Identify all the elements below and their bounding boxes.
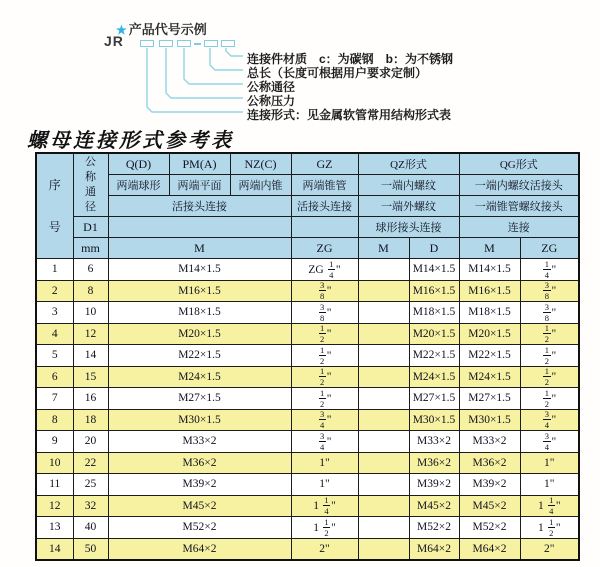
cell-dn: 22	[73, 452, 108, 474]
cell-qg-zg: 2"	[520, 538, 579, 560]
cell-gz-zg: $\frac{3}{8}$ "	[291, 280, 358, 302]
header-qz-desc1: 一端内螺纹	[358, 175, 459, 196]
cell-qz-d: M24×1.5	[409, 366, 459, 388]
cell-seq: 4	[36, 323, 73, 345]
cell-seq: 12	[36, 495, 73, 517]
header-qg: QG形式	[459, 153, 579, 175]
header-nz-desc: 两端内锥	[230, 175, 291, 196]
header-seq: 序号	[36, 153, 73, 259]
table-header	[36, 153, 579, 259]
cell-qz-m	[358, 388, 409, 410]
cell-qg-m: M36×2	[459, 452, 520, 474]
cell-qz-d: M20×1.5	[409, 323, 459, 345]
header-d1: D1	[73, 217, 108, 238]
cell-qg-m: M30×1.5	[459, 409, 520, 431]
cell-seq: 11	[36, 474, 73, 496]
header-blank-gz	[291, 217, 358, 238]
cell-dn: 10	[73, 302, 108, 324]
label-pressure: 公称压力	[247, 94, 296, 108]
cell-gz-zg: $\frac{3}{8}$ "	[291, 302, 358, 324]
header-qz-m: M	[358, 238, 409, 259]
table-title: 螺母连接形式参考表	[27, 130, 234, 152]
cell-m: M30×1.5	[108, 409, 291, 431]
cell-seq: 9	[36, 431, 73, 453]
cell-qz-m	[358, 345, 409, 367]
header-gz: GZ	[291, 153, 358, 175]
header-m: M	[108, 238, 291, 259]
cell-m: M33×2	[108, 431, 291, 453]
cell-qg-m: M45×2	[459, 495, 520, 517]
cell-dn: 6	[73, 259, 108, 281]
cell-gz-zg: 2"	[291, 538, 358, 560]
cell-qz-m	[358, 431, 409, 453]
header-qg-m: M	[459, 238, 520, 259]
cell-qg-m: M27×1.5	[459, 388, 520, 410]
cell-seq: 14	[36, 538, 73, 560]
table-row	[36, 302, 579, 324]
cell-qz-d: M22×1.5	[409, 345, 459, 367]
cell-dn: 20	[73, 431, 108, 453]
cell-qz-m	[358, 302, 409, 324]
cell-qz-m	[358, 323, 409, 345]
code-box-3	[177, 40, 191, 47]
cell-qg-zg: $\frac{3}{4}$ "	[520, 431, 579, 453]
cell-m: M27×1.5	[108, 388, 291, 410]
cell-qz-d: M45×2	[409, 495, 459, 517]
cell-qg-m: M22×1.5	[459, 345, 520, 367]
header-qz-conn: 球形接头连接	[358, 217, 459, 238]
cell-seq: 5	[36, 345, 73, 367]
label-conn-form: 连接形式：见金属软管常用结构形式表	[247, 108, 452, 122]
cell-qg-m: M24×1.5	[459, 366, 520, 388]
cell-qz-d: M16×1.5	[409, 280, 459, 302]
nut-connection-table	[35, 152, 580, 561]
cell-gz-zg: $\frac{1}{2}$ "	[291, 323, 358, 345]
cell-m: M39×2	[108, 474, 291, 496]
cell-dn: 18	[73, 409, 108, 431]
cell-qg-zg: 1 $\frac{1}{2}$ "	[520, 517, 579, 539]
cell-qg-zg: $\frac{3}{8}$ "	[520, 280, 579, 302]
cell-seq: 3	[36, 302, 73, 324]
cell-dn: 25	[73, 474, 108, 496]
cell-m: M36×2	[108, 452, 291, 474]
header-mm: mm	[73, 238, 108, 259]
header-gz-desc: 两端锥管	[291, 175, 358, 196]
table-row	[36, 452, 579, 474]
cell-qz-d: M30×1.5	[409, 409, 459, 431]
cell-qg-m: M14×1.5	[459, 259, 520, 281]
cell-gz-zg: $\frac{1}{2}$ "	[291, 388, 358, 410]
table-row	[36, 538, 579, 560]
cell-m: M18×1.5	[108, 302, 291, 324]
cell-gz-zg: $\frac{1}{2}$ "	[291, 366, 358, 388]
label-material: 连接件材质 c：为碳钢 b：为不锈钢	[247, 52, 454, 66]
cell-m: M14×1.5	[108, 259, 291, 281]
cell-gz-zg: $\frac{3}{4}$ "	[291, 409, 358, 431]
cell-m: M16×1.5	[108, 280, 291, 302]
cell-seq: 8	[36, 409, 73, 431]
cell-dn: 12	[73, 323, 108, 345]
code-box-4	[204, 40, 218, 47]
cell-m: M24×1.5	[108, 366, 291, 388]
header-qg-desc1: 一端内螺纹活接头	[459, 175, 579, 196]
cell-qz-m	[358, 538, 409, 560]
cell-qg-zg: $\frac{1}{2}$ "	[520, 366, 579, 388]
label-diameter: 公称通径	[247, 80, 296, 94]
header-qz: QZ形式	[358, 153, 459, 175]
cell-m: M45×2	[108, 495, 291, 517]
cell-qz-m	[358, 452, 409, 474]
cell-qg-zg: $\frac{1}{4}$ "	[520, 259, 579, 281]
table-row	[36, 323, 579, 345]
header-qg-zg: ZG	[520, 238, 579, 259]
cell-qg-m: M39×2	[459, 474, 520, 496]
header-q: Q(D)	[108, 153, 169, 175]
table-row	[36, 345, 579, 367]
code-box-1	[140, 40, 154, 47]
cell-qg-zg: 1"	[520, 452, 579, 474]
cell-dn: 15	[73, 366, 108, 388]
cell-gz-zg: $\frac{3}{4}$ "	[291, 431, 358, 453]
cell-qg-zg: $\frac{3}{8}$ "	[520, 302, 579, 324]
code-box-5	[221, 40, 235, 47]
cell-qz-d: M64×2	[409, 538, 459, 560]
table-row	[36, 409, 579, 431]
cell-gz-zg: 1 $\frac{1}{4}$ "	[291, 495, 358, 517]
header-gz-conn: 活接头连接	[291, 196, 358, 217]
cell-seq: 10	[36, 452, 73, 474]
cell-qz-m	[358, 517, 409, 539]
header-qg-desc2: 一端锥管螺纹接头	[459, 196, 579, 217]
table-body	[36, 259, 579, 561]
star-icon: ★	[116, 23, 127, 37]
header-blank-left	[108, 217, 291, 238]
cell-qz-m	[358, 495, 409, 517]
table-row	[36, 517, 579, 539]
table-row	[36, 259, 579, 281]
table-row	[36, 495, 579, 517]
cell-gz-zg: 1 $\frac{1}{2}$ "	[291, 517, 358, 539]
cell-qz-d: M18×1.5	[409, 302, 459, 324]
cell-gz-zg: $\frac{1}{2}$ "	[291, 345, 358, 367]
cell-qz-m	[358, 259, 409, 281]
label-length: 总长（长度可根据用户要求定制）	[247, 66, 428, 80]
cell-gz-zg: 1"	[291, 474, 358, 496]
header-union-conn: 活接头连接	[108, 196, 291, 217]
header-pm: PM(A)	[169, 153, 230, 175]
cell-qg-m: M64×2	[459, 538, 520, 560]
cell-m: M52×2	[108, 517, 291, 539]
diagram-title	[116, 19, 207, 38]
cell-m: M64×2	[108, 538, 291, 560]
cell-seq: 13	[36, 517, 73, 539]
cell-qg-m: M52×2	[459, 517, 520, 539]
cell-m: M20×1.5	[108, 323, 291, 345]
header-qz-d: D	[409, 238, 459, 259]
cell-qz-d: M52×2	[409, 517, 459, 539]
code-dash	[194, 43, 201, 45]
cell-qz-d: M27×1.5	[409, 388, 459, 410]
header-dn: 公称通径	[73, 153, 108, 217]
cell-seq: 2	[36, 280, 73, 302]
table-row	[36, 474, 579, 496]
cell-qz-d: M14×1.5	[409, 259, 459, 281]
cell-dn: 32	[73, 495, 108, 517]
cell-qg-zg: $\frac{3}{4}$ "	[520, 409, 579, 431]
header-qg-conn: 连接	[459, 217, 579, 238]
table-row	[36, 431, 579, 453]
cell-qz-d: M33×2	[409, 431, 459, 453]
cell-dn: 8	[73, 280, 108, 302]
cell-qg-m: M20×1.5	[459, 323, 520, 345]
table-row	[36, 388, 579, 410]
cell-seq: 1	[36, 259, 73, 281]
cell-dn: 50	[73, 538, 108, 560]
header-q-desc: 两端球形	[108, 175, 169, 196]
table-row	[36, 366, 579, 388]
code-box-2	[159, 40, 173, 47]
code-prefix: JR	[104, 33, 124, 49]
cell-qg-m: M18×1.5	[459, 302, 520, 324]
table-row	[36, 280, 579, 302]
cell-dn: 40	[73, 517, 108, 539]
cell-gz-zg: 1"	[291, 452, 358, 474]
cell-qz-m	[358, 409, 409, 431]
cell-qz-m	[358, 366, 409, 388]
cell-qg-zg: 1"	[520, 474, 579, 496]
cell-qg-zg: 1 $\frac{1}{4}$ "	[520, 495, 579, 517]
header-zg: ZG	[291, 238, 358, 259]
cell-qz-m	[358, 280, 409, 302]
cell-qz-d: M36×2	[409, 452, 459, 474]
header-pm-desc: 两端平面	[169, 175, 230, 196]
cell-dn: 16	[73, 388, 108, 410]
cell-gz-zg: ZG $\frac{1}{4}$ "	[291, 259, 358, 281]
cell-dn: 14	[73, 345, 108, 367]
cell-qg-m: M16×1.5	[459, 280, 520, 302]
cell-qg-zg: $\frac{1}{2}$ "	[520, 345, 579, 367]
diagram-title-text: 产品代号示例	[128, 22, 207, 37]
cell-qz-m	[358, 474, 409, 496]
cell-qg-m: M33×2	[459, 431, 520, 453]
header-qz-desc2: 一端外螺纹	[358, 196, 459, 217]
header-nz: NZ(C)	[230, 153, 291, 175]
cell-m: M22×1.5	[108, 345, 291, 367]
cell-qg-zg: $\frac{1}{2}$ "	[520, 323, 579, 345]
cell-seq: 7	[36, 388, 73, 410]
cell-seq: 6	[36, 366, 73, 388]
cell-qg-zg: $\frac{1}{2}$ "	[520, 388, 579, 410]
cell-qz-d: M39×2	[409, 474, 459, 496]
